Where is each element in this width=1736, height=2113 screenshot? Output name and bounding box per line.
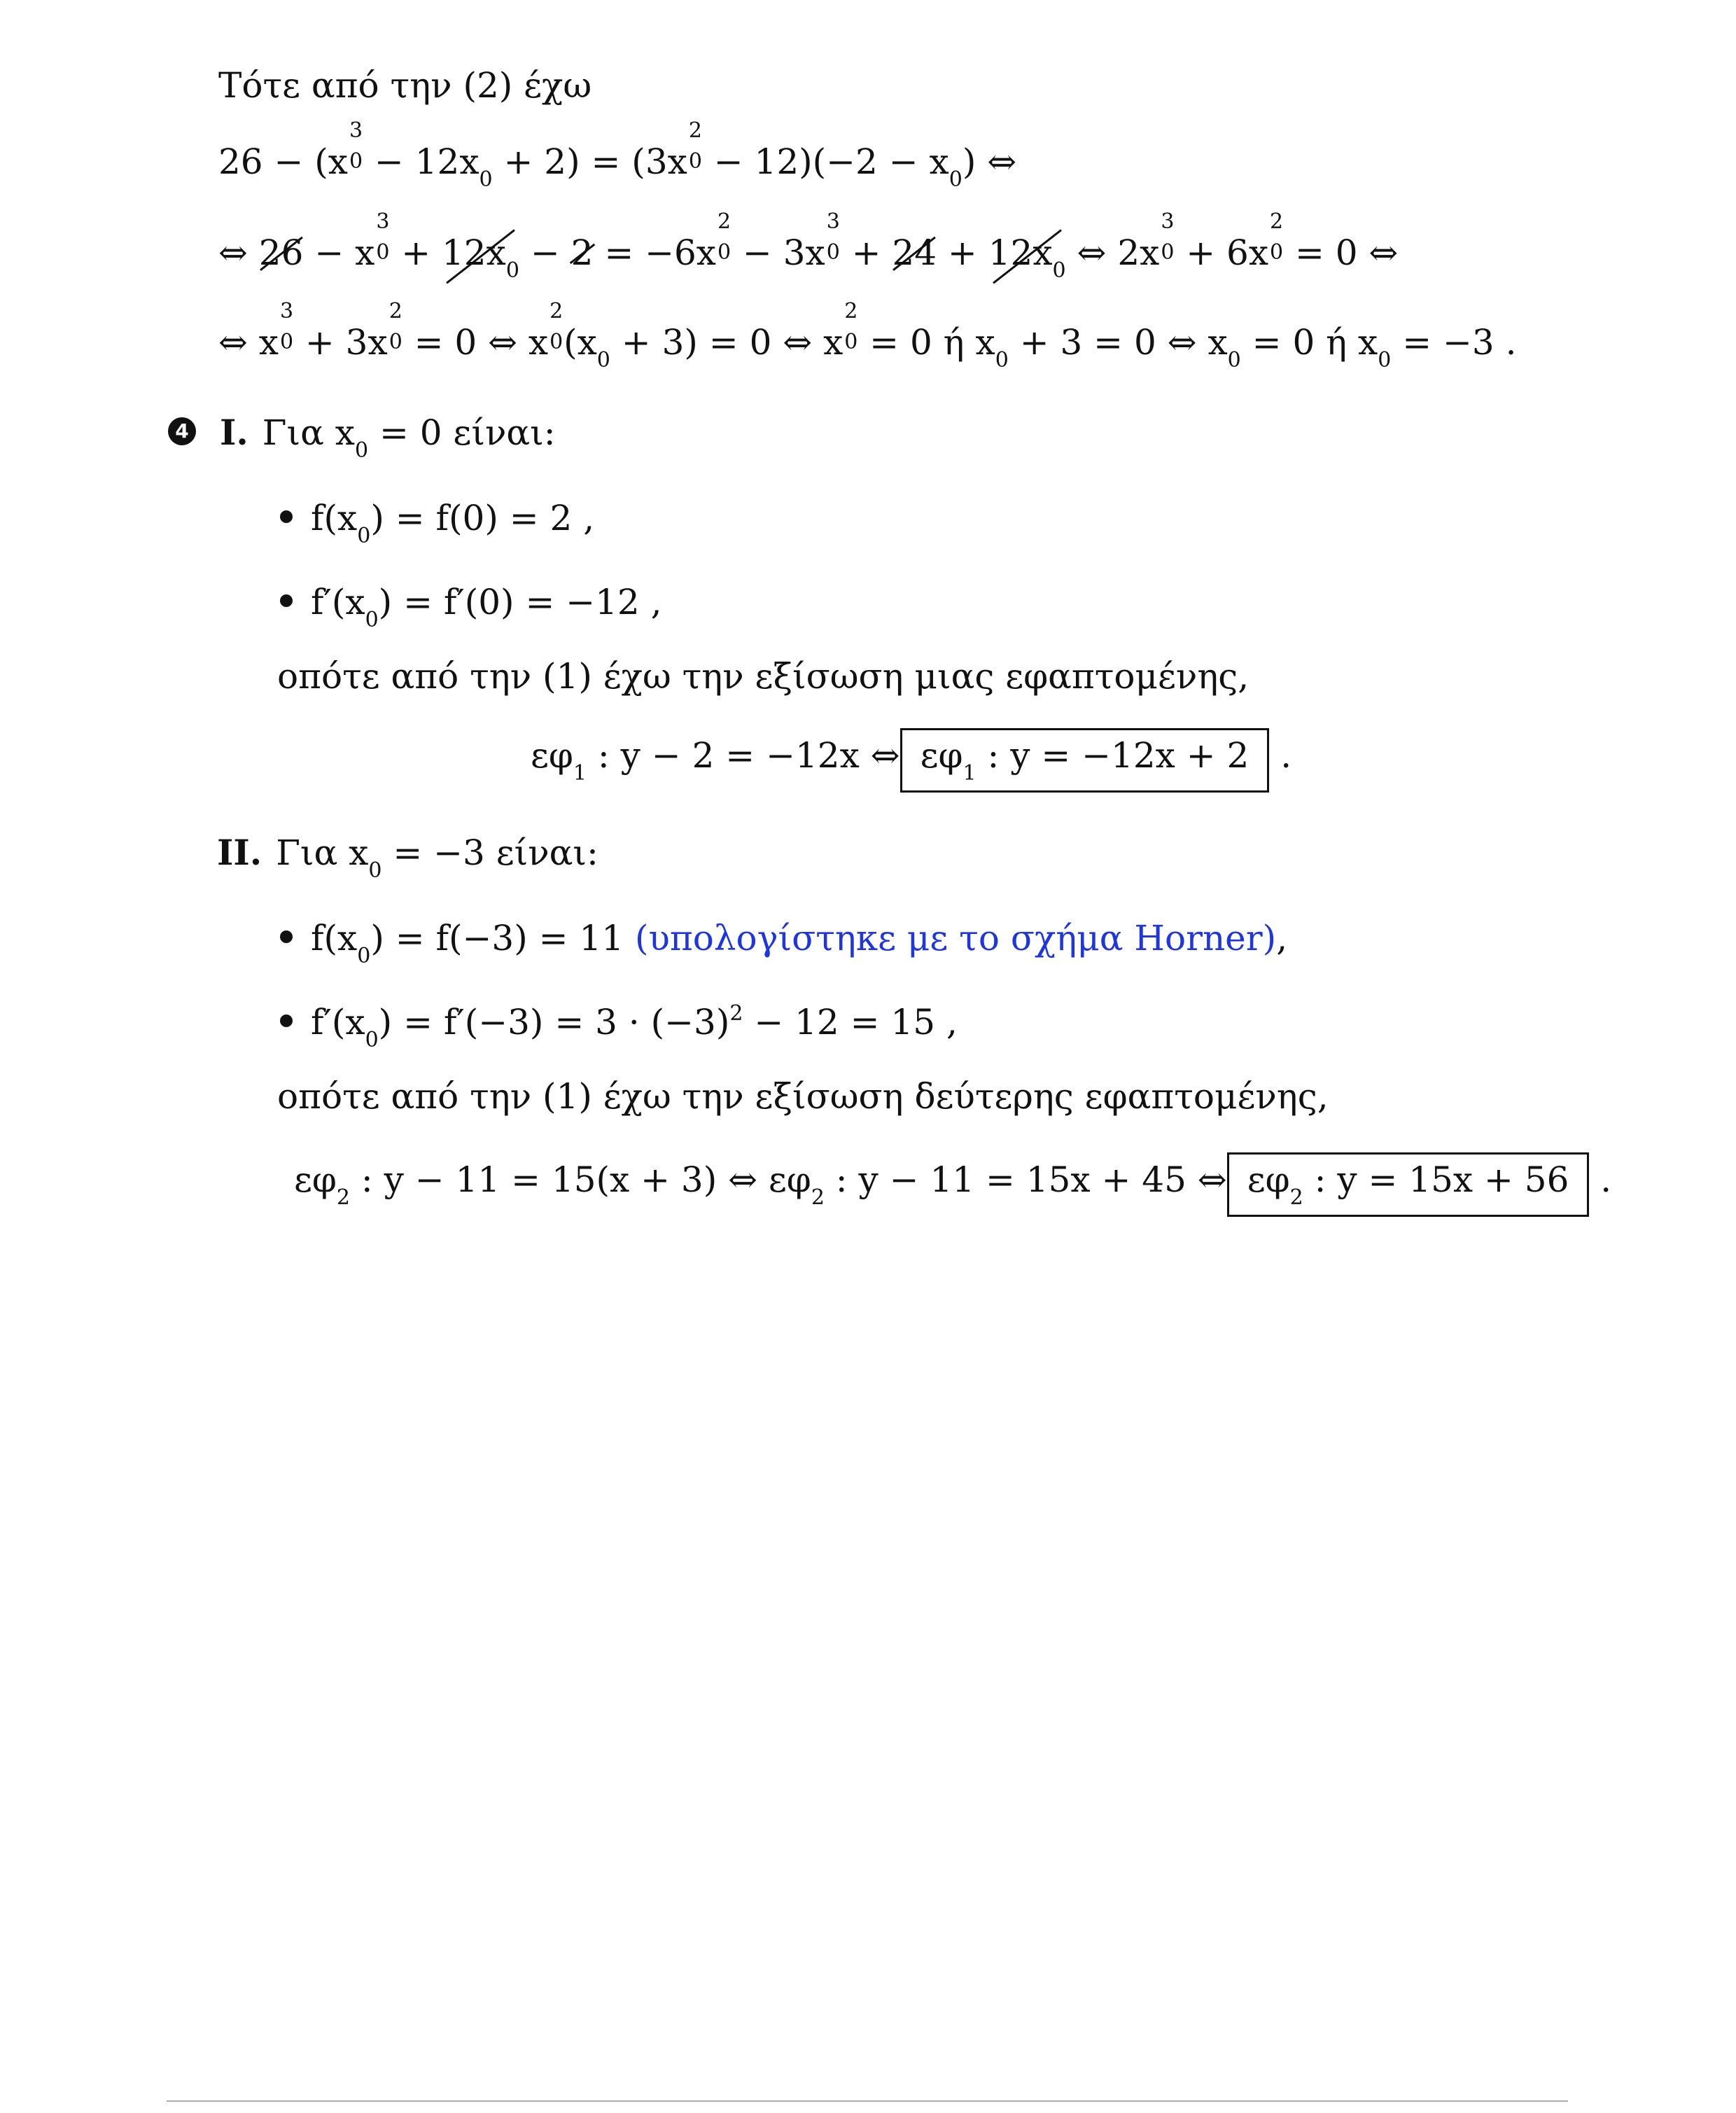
boxed-result: $\varepsilon\varphi_2$ : y = 15x + 56 xyxy=(1227,1152,1590,1217)
bullet-icon xyxy=(280,930,293,943)
cancelled-term: $12x_0$ xyxy=(988,232,1066,283)
bullet-icon xyxy=(280,594,293,607)
part-1-tangent-equation: $\varepsilon\varphi_1$ : y − 2 = −12x ⇔ $\varepsilon\varphi_1$ : y = −12x + 2 . xyxy=(531,728,1292,793)
cancelled-term: $12x_0$ xyxy=(442,232,519,283)
cancelled-term: 26 xyxy=(258,232,304,273)
part-2-conclusion: οπότε από την (1) έχω την εξίσωση δεύτερης εφαπτομένης, xyxy=(277,1076,1329,1117)
cancelled-term: 24 xyxy=(892,232,937,273)
bullet-icon xyxy=(280,1014,293,1027)
equation-2: ⇔ 26 − x 3 0 + $12x_0 - 2 = -6x$ 2 0 − 3x 3 0 + $24 + 12x_0$ ⇔ 2x 3 0 + 6x 2 0 = 0 ⇔ xyxy=(218,209,1399,283)
part-1-bullet-2: $f'(x_0) = f'(0) = -12$ , xyxy=(280,581,662,629)
part-1-heading: 4 I. Για $x_0 = 0$ είναι: xyxy=(168,412,556,459)
part-2-heading: II. Για $x_0 = -3$ είναι: xyxy=(217,832,598,883)
intro-text: Τότε από την (2) έχω xyxy=(218,65,592,106)
bullet-icon xyxy=(280,510,293,523)
part-1-conclusion: οπότε από την (1) έχω την εξίσωση μιας εφαπτομένης, xyxy=(277,656,1250,697)
step-number-badge: 4 xyxy=(168,417,196,445)
part-2-tangent-equation: $\varepsilon\varphi_2$ : y − 11 = 15(x + 3) ⇔ $\varepsilon\varphi_2$ : y − 11 = 15x + 45 ⇔ $\varepsilon\varphi_2$ : y = 15x + 56 . xyxy=(294,1152,1611,1217)
cancelled-term: 2 xyxy=(570,232,594,273)
horner-note: (υπολογίστηκε με το σχήμα Horner) xyxy=(634,918,1277,958)
equation-1: 26 − (x 3 0 − $12x_0 + 2) = (3x$ 2 0 − $12)(-2 - x_0)$ ⇔ xyxy=(218,118,1017,192)
boxed-result: $\varepsilon\varphi_1$ : y = −12x + 2 xyxy=(900,728,1270,793)
part-2-bullet-2: $f'(x_0) = f'(-3) = 3 \cdot (-3)^2 - 12 = 15$ , xyxy=(280,1001,958,1049)
part-1-bullet-1: $f(x_0) = f(0) = 2$ , xyxy=(280,497,594,545)
part-2-bullet-1: $f(x_0) = f(-3) = 11$ (υπολογίστηκε με το σχήμα Horner), xyxy=(280,917,1287,965)
footer-divider xyxy=(167,2100,1568,2102)
equation-3: ⇔ x 3 0 + 3x 2 0 = 0 ⇔ x 2 0 $(x_0 + 3) = 0$ ⇔ x 2 0 = 0 ή $x_0 + 3 = 0$ ⇔ $x_0 = 0$ ή $x_0 = -3$ . xyxy=(218,299,1517,372)
